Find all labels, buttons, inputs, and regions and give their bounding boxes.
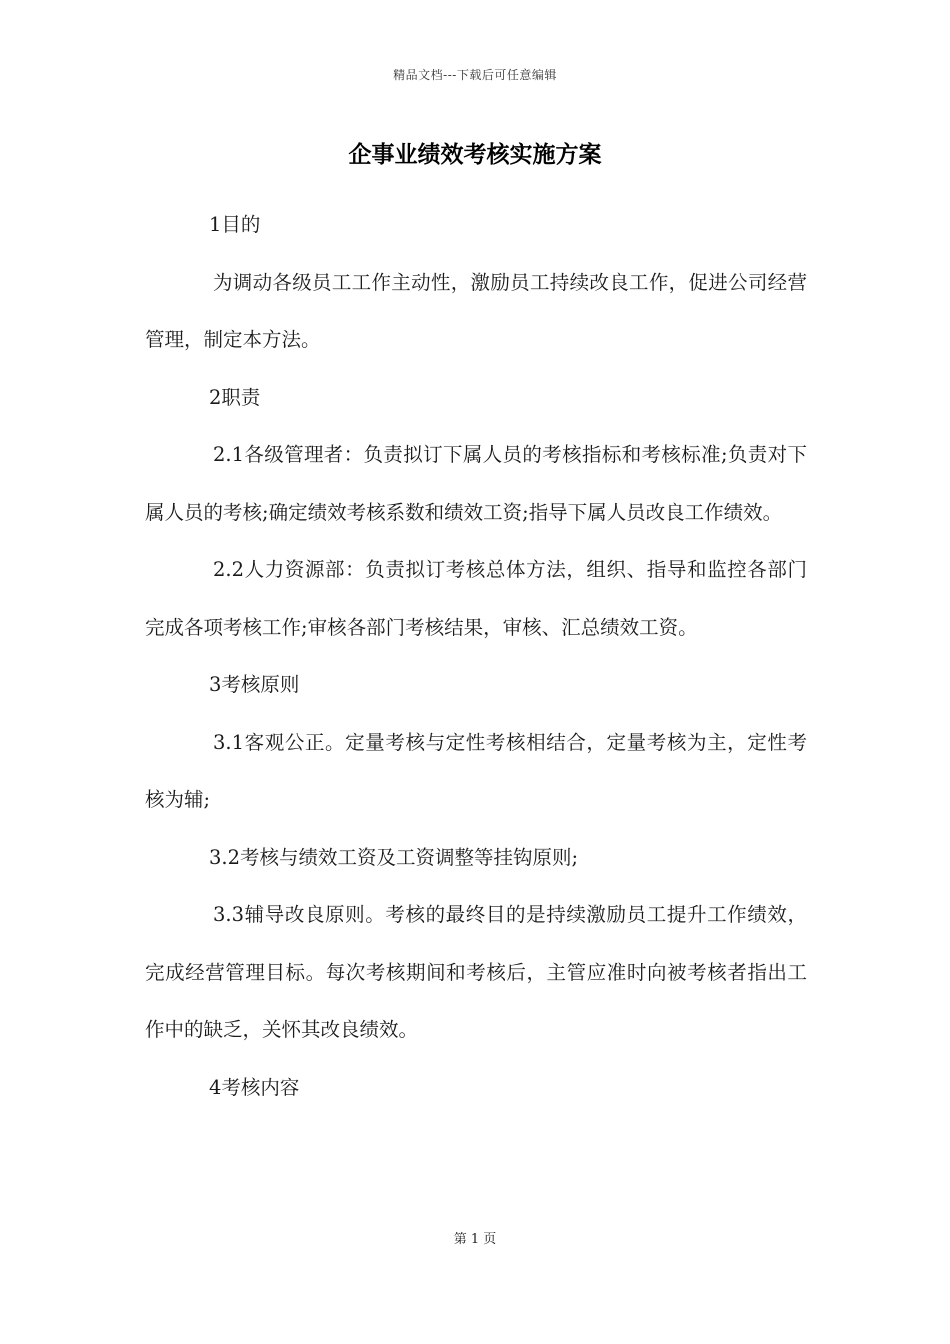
page-number: 第 1 页: [453, 1232, 497, 1247]
section-heading-principles: 3考核原则: [209, 673, 300, 696]
paragraph-3-2-linkage: 3.2考核与绩效工资及工资调整等挂钩原则;: [209, 845, 579, 869]
page-header: 精品文档---下载后可任意编辑: [393, 68, 557, 82]
paragraph-3-3-coaching: 3.3辅导改良原则。考核的最终目的是持续激励员工提升工作绩效，完成经营管理目标。每次考核期间和考核后，主管应准时向被考核者指出工作中的缺乏，关怀其改良绩效。: [145, 903, 807, 1041]
paragraph-3-1-objective: 3.1客观公正。定量考核与定性考核相结合，定量考核为主，定性考核为辅;: [145, 730, 807, 811]
document-body: [145, 196, 807, 1116]
paragraph-2-2-hr: 2.2人力资源部：负责拟订考核总体方法，组织、指导和监控各部门完成各项考核工作;审核各部门考核结果，审核、汇总绩效工资。: [145, 558, 807, 639]
paragraph-purpose: 为调动各级员工工作主动性，激励员工持续改良工作，促进公司经营管理，制定本方法。: [145, 270, 807, 351]
section-heading-purpose: 1目的: [209, 213, 261, 236]
document-title: 企事业绩效考核实施方案: [348, 141, 602, 168]
section-heading-content: 4考核内容: [209, 1075, 300, 1099]
section-heading-responsibilities: 2职责: [209, 385, 261, 409]
paragraph-2-1-managers: 2.1各级管理者：负责拟订下属人员的考核指标和考核标准;负责对下属人员的考核;确定绩效考核系数和绩效工资;指导下属人员改良工作绩效。: [145, 443, 807, 524]
